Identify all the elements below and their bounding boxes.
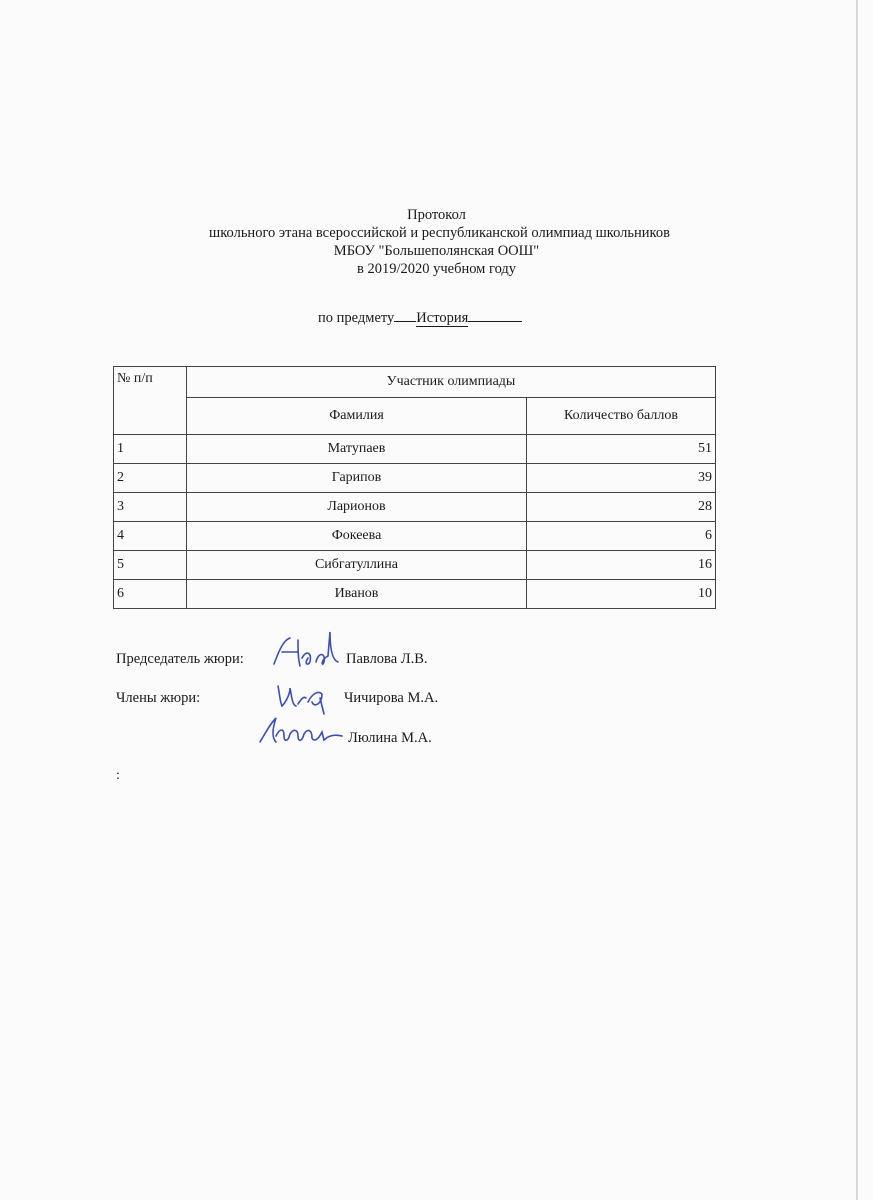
row-score: 6 — [527, 522, 716, 551]
table-row — [114, 522, 716, 551]
chair-signature — [268, 628, 348, 674]
row-score: 28 — [527, 493, 716, 522]
row-surname: Сибгатуллина — [187, 551, 527, 580]
table-subheader-row — [114, 398, 716, 435]
table-row — [114, 580, 716, 609]
row-score: 39 — [527, 464, 716, 493]
row-number: 2 — [114, 464, 187, 493]
header-line-3: в 2019/2020 учебном году — [356, 261, 517, 277]
jury-members-label: Члены жюри: — [116, 690, 201, 706]
header-line-2: МБОУ "Большеполянская ООШ" — [333, 243, 540, 259]
row-number: 6 — [114, 580, 187, 609]
jury-chair-label: Председатель жюри: — [116, 651, 244, 667]
table-row — [114, 493, 716, 522]
row-score: 51 — [527, 435, 716, 464]
row-number: 3 — [114, 493, 187, 522]
results-table — [113, 366, 716, 609]
row-surname: Фокеева — [187, 522, 527, 551]
row-score: 10 — [527, 580, 716, 609]
jury-chair-name: Павлова Л.В. — [346, 651, 428, 667]
table-row — [114, 551, 716, 580]
row-surname: Иванов — [187, 580, 527, 609]
jury-member-2-name: Люлина М.А. — [348, 730, 432, 746]
stray-colon: : — [116, 768, 120, 783]
subject-label: по предмету — [318, 310, 395, 326]
subject-line — [318, 310, 522, 327]
jury-member-1-name: Чичирова М.А. — [344, 690, 439, 706]
protocol-title: Протокол — [407, 207, 466, 223]
row-score: 16 — [527, 551, 716, 580]
column-header-surname: Фамилия — [187, 398, 527, 435]
row-number: 5 — [114, 551, 187, 580]
table-row — [114, 435, 716, 464]
table-row — [114, 464, 716, 493]
subject-underline-left — [394, 321, 416, 322]
column-header-score: Количество баллов — [527, 398, 716, 435]
table-header-row — [114, 367, 716, 398]
subject-value: История — [416, 310, 469, 326]
header-line-1: школьного этана всероссийской и республиканской олимпиад школьников — [209, 225, 670, 241]
row-surname: Ларионов — [187, 493, 527, 522]
protocol-header — [0, 206, 873, 278]
scan-edge — [856, 0, 858, 1200]
row-number: 4 — [114, 522, 187, 551]
row-surname: Матупаев — [187, 435, 527, 464]
member-1-signature — [268, 676, 348, 716]
member-2-signature — [252, 712, 352, 752]
row-number: 1 — [114, 435, 187, 464]
subject-underline-right — [468, 321, 522, 322]
column-group-header: Участник олимпиады — [187, 367, 716, 398]
row-surname: Гарипов — [187, 464, 527, 493]
column-header-number: № п/п — [114, 367, 187, 435]
